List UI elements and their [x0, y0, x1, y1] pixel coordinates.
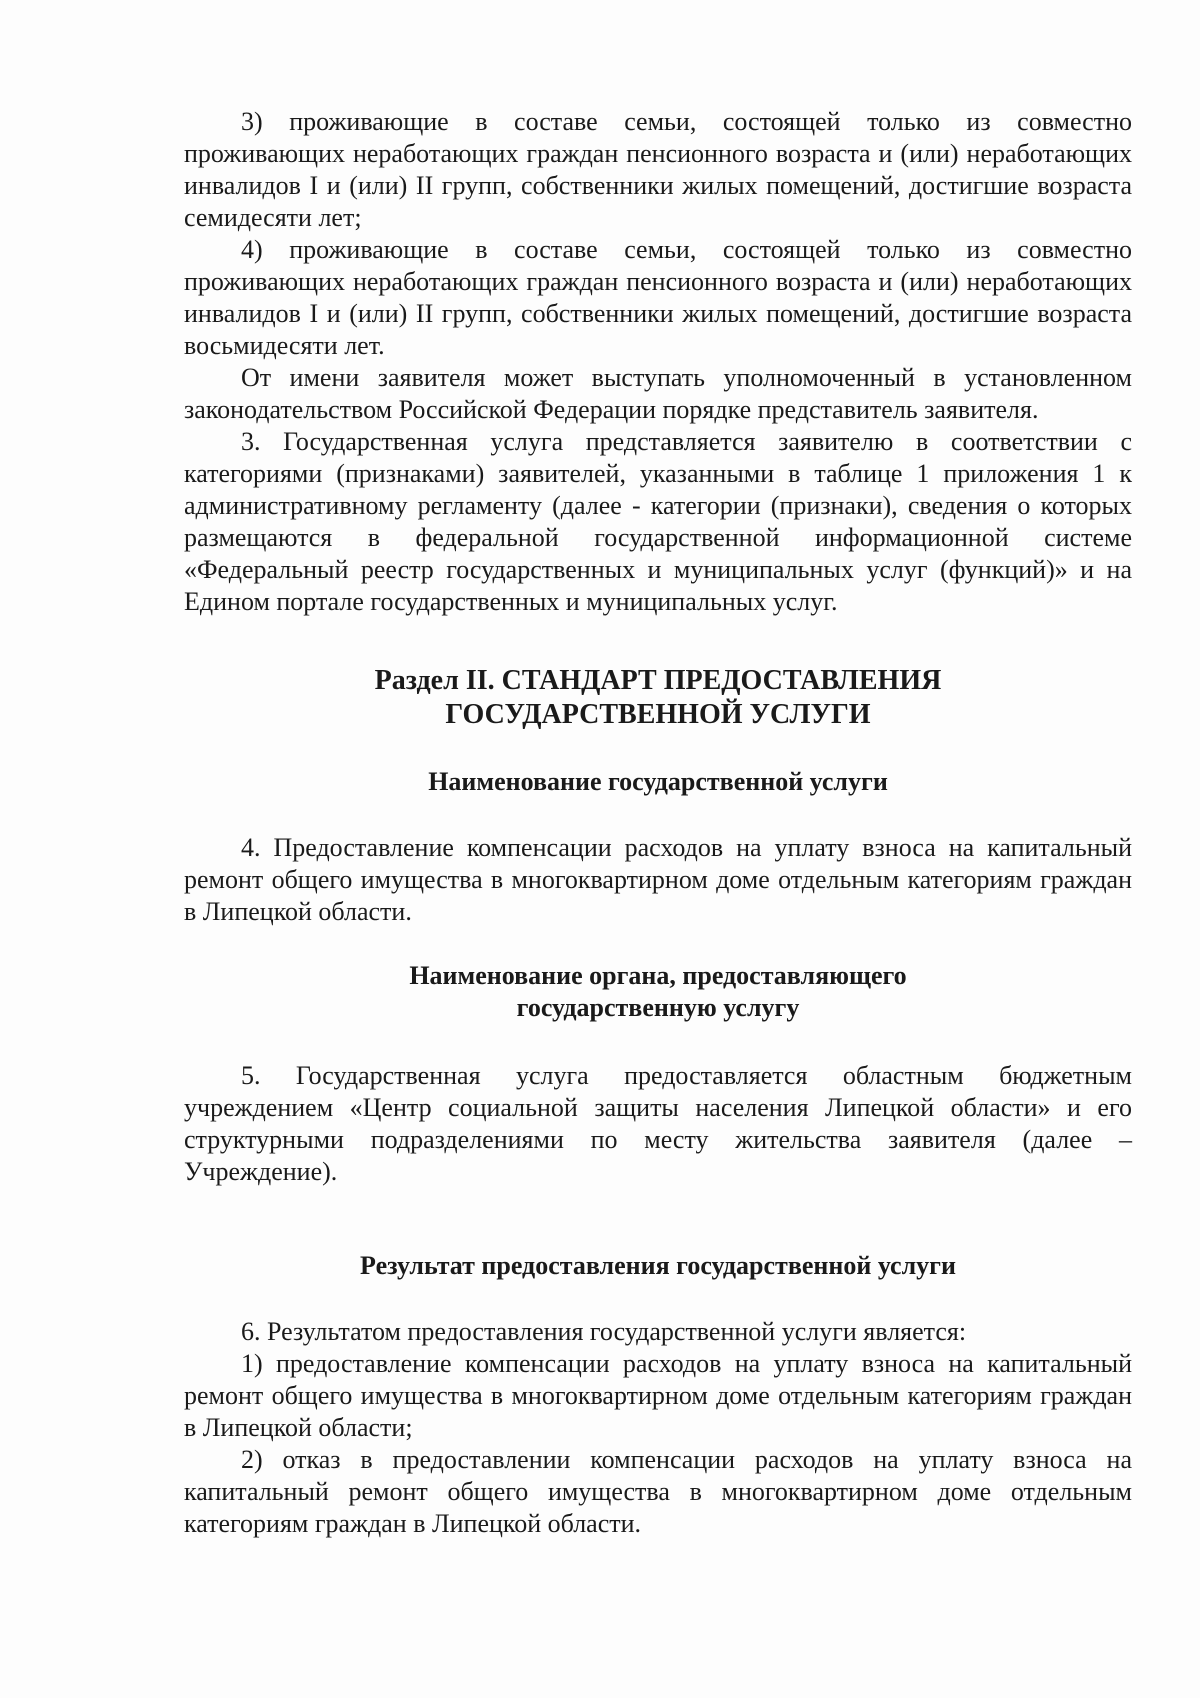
paragraph-item-4: 4) проживающие в составе семьи, состоящей только из совместно проживающих неработающих граждан пенсионного возраста и (или) неработающих инвалидов I и (или) II групп, собственники жилых помещений, достигшие возраста восьмидесяти лет. [184, 235, 1132, 360]
paragraph-3: 3. Государственная услуга представляется заявителю в соответствии с категориями (признаками) заявителей, указанными в таблице 1 приложения 1 к административному регламенту (далее - категории (признаки), сведения о которых размещаются в федеральной государственной информационной системе «Федеральный реестр государственных и муниципальных услуг (функций)» и на Едином портале государственных и муниципальных услуг. [184, 427, 1132, 616]
result-item-1: 1) предоставление компенсации расходов на уплату взноса на капитальный ремонт общего имущества в многоквартирном доме отдельным категориям граждан в Липецкой области; [184, 1349, 1132, 1442]
heading-authority-line2: государственную услугу [516, 993, 800, 1022]
heading-service-name: Наименование государственной услуги [428, 767, 888, 796]
heading-result: Результат предоставления государственной услуги [360, 1251, 956, 1280]
paragraph-item-3: 3) проживающие в составе семьи, состоящей только из совместно проживающих неработающих граждан пенсионного возраста и (или) неработающих инвалидов I и (или) II групп, собственники жилых помещений, достигшие возраста семидесяти лет; [184, 107, 1132, 232]
heading-authority-line1: Наименование органа, предоставляющего [409, 961, 907, 990]
result-item-2: 2) отказ в предоставлении компенсации расходов на уплату взноса на капитальный ремонт общего имущества в многоквартирном доме отдельным категориям граждан в Липецкой области. [184, 1445, 1132, 1538]
paragraph-representative: От имени заявителя может выступать уполномоченный в установленном законодательством Российской Федерации порядке представитель заявителя. [184, 363, 1132, 424]
paragraph-4: 4. Предоставление компенсации расходов на уплату взноса на капитальный ремонт общего имущества в многоквартирном доме отдельным категориям граждан в Липецкой области. [184, 833, 1132, 926]
section-title-line2: ГОСУДАРСТВЕННОЙ УСЛУГИ [445, 699, 871, 730]
paragraph-5: 5. Государственная услуга предоставляется областным бюджетным учреждением «Центр социальной защиты населения Липецкой области» и его структурными подразделениями по месту жительства заявителя (далее – Учреждение). [184, 1061, 1132, 1186]
section-title-line1: Раздел II. СТАНДАРТ ПРЕДОСТАВЛЕНИЯ [374, 665, 942, 696]
paragraph-6: 6. Результатом предоставления государственной услуги является: [241, 1317, 967, 1346]
